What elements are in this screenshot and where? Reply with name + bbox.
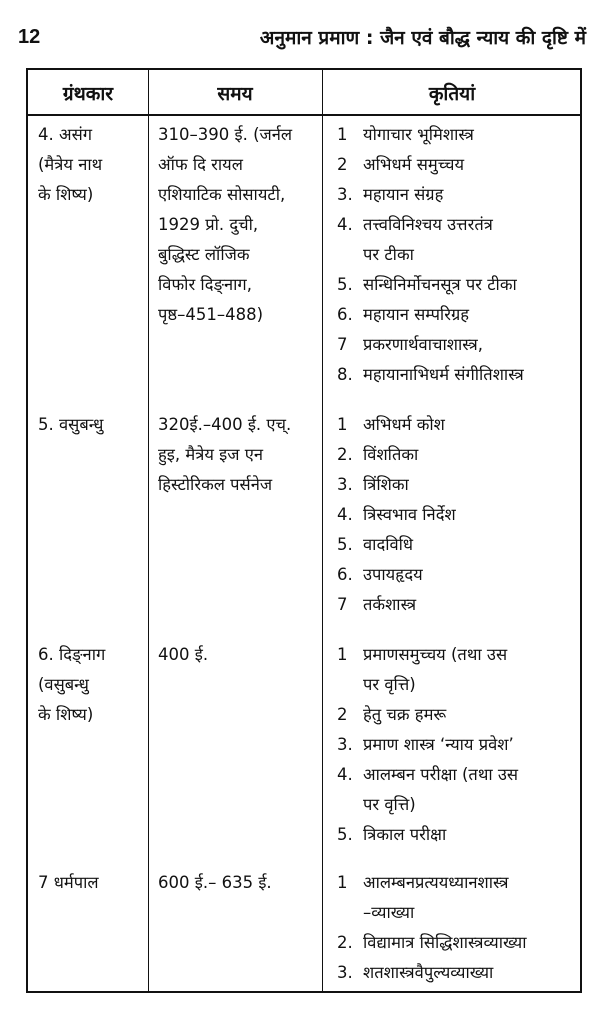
list-item-text: शतशास्त्रवैपुल्यव्याख्या [363,963,494,982]
list-item-number: 5. [337,275,353,294]
list-item-number: 5. [337,535,353,554]
list-item [337,700,582,730]
list-item-text: योगाचार भूमिशास्त्र [363,125,474,144]
list-item-text: त्रिस्वभाव निर्देश [363,505,456,524]
list-item-text: अभिधर्म समुच्चय [363,155,465,174]
list-item-number: 1 [337,873,348,892]
list-item [337,958,582,988]
list-item [337,820,582,850]
list-item-text: प्रमाणसमुच्चय (तथा उस पर वृत्ति) [363,645,508,694]
running-title: अनुमान प्रमाण : जैन एवं बौद्ध न्याय की दृष्टि में [259,27,586,49]
list-item-text: अभिधर्म कोश [363,415,445,434]
list-item-number: 2. [337,933,353,952]
list-item-number: 4. [337,765,353,784]
list-item [337,640,582,700]
list-item-text: त्रिंशिका [363,475,409,494]
list-item [337,150,582,180]
list-item-number: 2. [337,445,353,464]
list-item-number: 1 [337,415,348,434]
list-item [337,360,582,390]
table-cell-author: 6. दिङ्नाग (वसुबन्धु के शिष्य) [38,645,106,724]
list-item-number: 3. [337,475,353,494]
list-item-number: 1 [337,125,348,144]
table-cell-period: 310–390 ई. (जर्नल ऑफ दि रायल एशियाटिक सोसायटी, 1929 प्रो. दुची, बुद्धिस्ट लॉजिक विफोर दिङ्नाग, पृष्ठ–451–488) [158,125,293,324]
list-item-text: तर्कशास्त्र [363,595,417,614]
list-item-text: विंशतिका [363,445,419,464]
works-table [26,68,582,993]
list-item-number: 7 [337,595,348,614]
column-divider [322,70,323,991]
list-item-number: 7 [337,335,348,354]
list-item-number: 4. [337,215,353,234]
column-header-author: ग्रंथकार [62,83,114,105]
list-item [337,440,582,470]
list-item [337,120,582,150]
table-cell-period: 320ई.–400 ई. एच्. हुइ, मैत्रेय इज एन हिस्टोरिकल पर्सनेज [158,415,292,494]
list-item [337,760,582,820]
list-item-number: 2 [337,155,348,174]
list-item [337,330,582,360]
list-item-number: 6. [337,565,353,584]
list-item [337,500,582,530]
list-item-text: तत्त्वविनिश्चय उत्तरतंत्र पर टीका [363,215,493,264]
page-number: 12 [18,26,41,48]
list-item-text: आलम्बनप्रत्ययध्यानशास्त्र –व्याख्या [363,873,509,922]
list-item-number: 3. [337,735,353,754]
list-item [337,730,582,760]
list-item-text: उपायहृदय [363,565,423,584]
list-item [337,180,582,210]
list-item [337,590,582,620]
list-item-number: 8. [337,365,353,384]
table-cell-author: 5. वसुबन्धु [38,415,104,434]
table-cell-period: 400 ई. [158,645,209,664]
list-item-text: महायानाभिधर्म संगीतिशास्त्र [363,365,524,384]
list-item-text: आलम्बन परीक्षा (तथा उस पर वृत्ति) [363,765,519,814]
list-item [337,868,582,928]
list-item-number: 3. [337,185,353,204]
table-cell-author: 4. असंग (मैत्रेय नाथ के शिष्य) [38,125,103,204]
table-cell-works [337,410,582,620]
list-item-text: महायान संग्रह [363,185,444,204]
list-item-number: 6. [337,305,353,324]
table-cell-works [337,120,582,390]
list-item-text: प्रमाण शास्त्र ‘न्याय प्रवेश’ [363,735,514,754]
list-item [337,270,582,300]
list-item-text: वादविधि [363,535,414,554]
list-item-text: महायान सम्परिग्रह [363,305,470,324]
list-item [337,560,582,590]
table-cell-period: 600 ई.– 635 ई. [158,873,272,892]
list-item-text: त्रिकाल परीक्षा [363,825,447,844]
table-cell-works [337,640,582,850]
list-item-number: 1 [337,645,348,664]
list-item [337,530,582,560]
list-item-number: 2 [337,705,348,724]
table-header [28,70,580,116]
list-item-number: 5. [337,825,353,844]
column-header-works: कृतियां [428,83,476,105]
list-item [337,410,582,440]
list-item [337,928,582,958]
list-item [337,470,582,500]
list-item-number: 4. [337,505,353,524]
list-item-text: हेतु चक्र हमरू [363,705,447,724]
list-item [337,210,582,270]
list-item [337,300,582,330]
column-header-period: समय [217,83,253,105]
list-item-text: सन्धिनिर्मोचनसूत्र पर टीका [363,275,517,294]
table-cell-author: 7 धर्मपाल [38,873,99,892]
list-item-text: विद्यामात्र सिद्धिशास्त्रव्याख्या [363,933,527,952]
list-item-text: प्रकरणार्थवाचाशास्त्र, [363,335,484,354]
table-cell-works [337,868,582,988]
list-item-number: 3. [337,963,353,982]
